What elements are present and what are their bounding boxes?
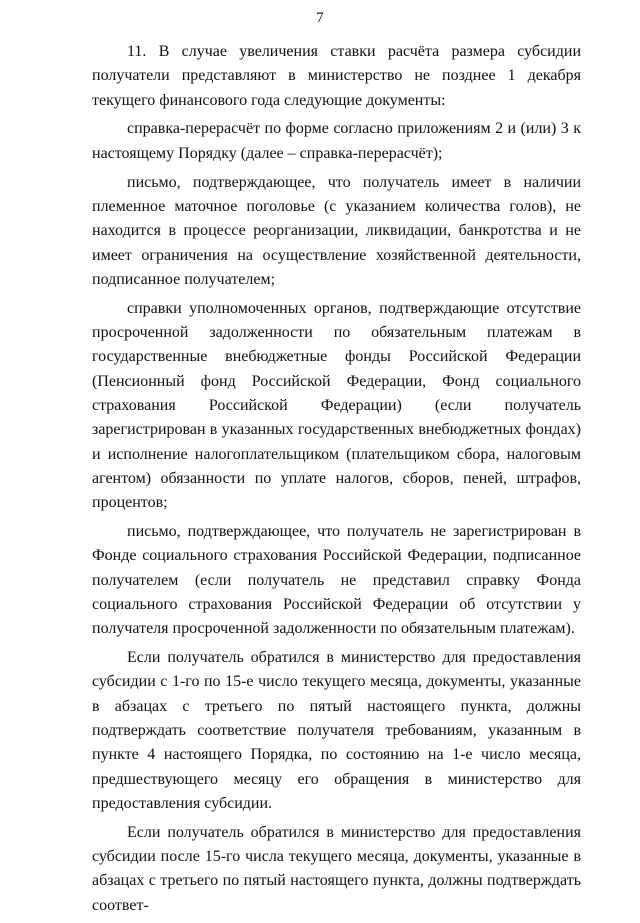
- paragraph-authority-certificates: справки уполномоченных органов, подтверждающие отсутствие просроченной задолженности по обязательным платежам в государственные внебюджетные фонды Российской Федерации (Пенсионный фонд Российской Федерации, Фонд социального страхования Российской Федерации) (если получатель зарегистрирован в указанных государственных внебюджетных фондах) и исполнение налогоплательщиком (плательщиком сбора, налоговым агентом) обязанности по уплате налогов, сборов, пеней, штрафов, процентов;: [92, 299, 581, 512]
- paragraph-breeding-stock-letter: письмо, подтверждающее, что получатель имеет в наличии племенное маточное поголовье (с указанием количества голов), не находится в процессе реорганизации, ликвидации, банкротства и не имеет ограничения на осуществление хозяйственной деятельности, подписанное получателем;: [92, 173, 581, 288]
- paragraph-recalc-certificate: справка-перерасчёт по форме согласно приложениям 2 и (или) 3 к настоящему Порядку (далее – справка-перерасчёт);: [92, 120, 581, 162]
- paragraph-intro: 11. В случае увеличения ставки расчёта размера субсидии получатели представляют в министерство не позднее 1 декабря текущего финансового года следующие документы:: [92, 43, 581, 109]
- paragraph-before-15th: Если получатель обратился в министерство для предоставления субсидии с 1-го по 15-е число текущего месяца, документы, указанные в абзацах с третьего по пятый настоящего пункта, должны подтверждать соответствие получателя требованиям, указанным в пункте 4 настоящего Порядка, по состоянию на 1-е число месяца, предшествующего месяцу его обращения в министерство для предоставления субсидии.: [92, 649, 581, 812]
- page-number: 7: [316, 10, 324, 26]
- paragraph-after-15th: Если получатель обратился в министерство для предоставления субсидии после 15-го числа текущего месяца, документы, указанные в абзацах с третьего по пятый настоящего пункта, должны подтверждать соответ-: [92, 823, 581, 914]
- paragraph-social-fund-letter: письмо, подтверждающее, что получатель не зарегистрирован в Фонде социального страхования Российской Федерации, подписанное получателем (если получатель не представил справку Фонда социального страхования Российской Федерации об отсутствии у получателя просроченной задолженности по обязательным платежам).: [92, 523, 581, 638]
- document-body: [92, 40, 581, 923]
